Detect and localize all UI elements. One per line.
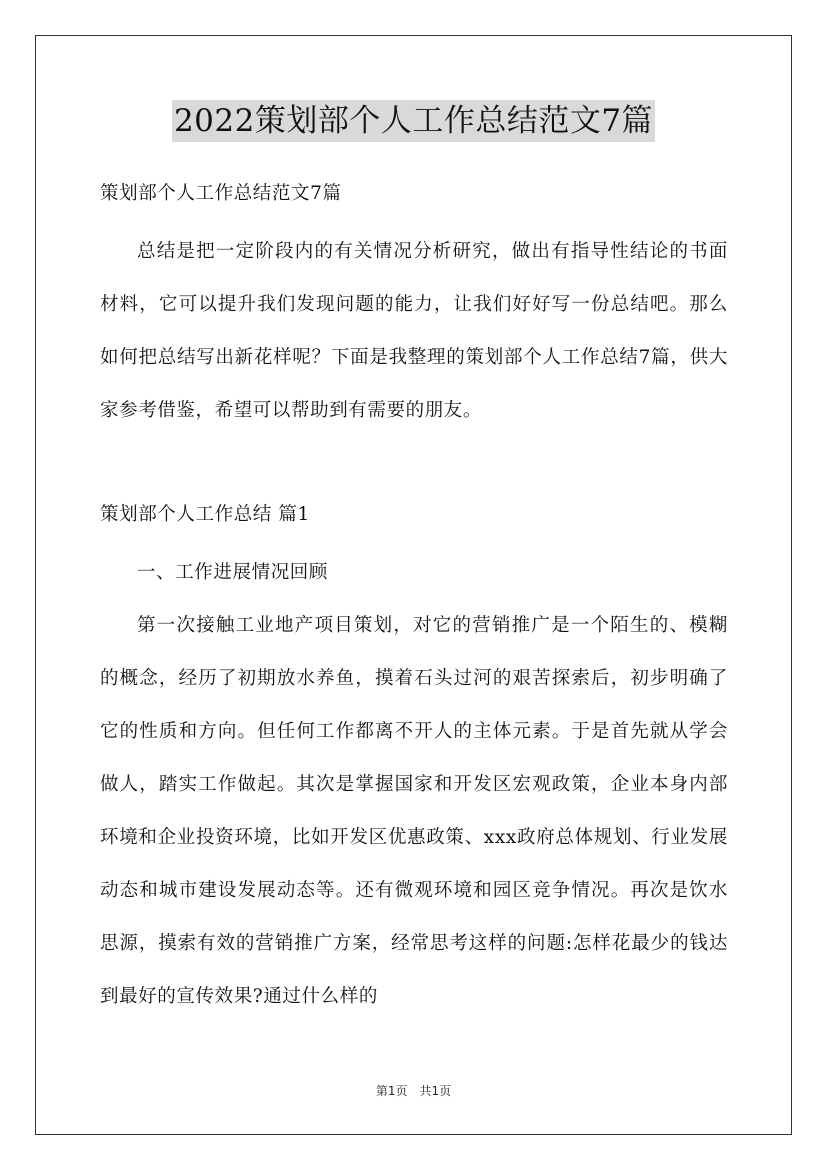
paragraph-gap [100, 437, 728, 493]
document-body [100, 172, 728, 1023]
section-heading: 策划部个人工作总结 篇1 [100, 504, 310, 525]
title-container [0, 100, 827, 142]
body-paragraph: 第一次接触工业地产项目策划，对它的营销推广是一个陌生的、模糊的概念，经历了初期放水养鱼，摸着石头过河的艰苦探索后，初步明确了它的性质和方向。但任何工作都离不开人的主体元素。于是首先就从学会做人，踏实工作做起。其次是掌握国家和开发区宏观政策，企业本身内部环境和企业投资环境，比如开发区优惠政策、xxx政府总体规划、行业发展动态和城市建设发展动态等。还有微观环境和园区竞争情况。再次是饮水思源，摸索有效的营销推广方案，经常思考这样的问题:怎样花最少的钱达到最好的宣传效果?通过什么样的 [100, 615, 728, 1007]
intro-paragraph: 总结是把一定阶段内的有关情况分析研究，做出有指导性结论的书面材料，它可以提升我们发现问题的能力，让我们好好写一份总结吧。那么如何把总结写出新花样呢？下面是我整理的策划部个人工作总结7篇，供大家参考借鉴，希望可以帮助到有需要的朋友。 [100, 241, 728, 421]
page-footer: 第1页 共1页 [375, 1084, 452, 1098]
subheading: 一、工作进展情况回顾 [137, 562, 329, 583]
document-subtitle: 策划部个人工作总结范文7篇 [100, 183, 342, 204]
document-title: 2022策划部个人工作总结范文7篇 [172, 100, 655, 142]
